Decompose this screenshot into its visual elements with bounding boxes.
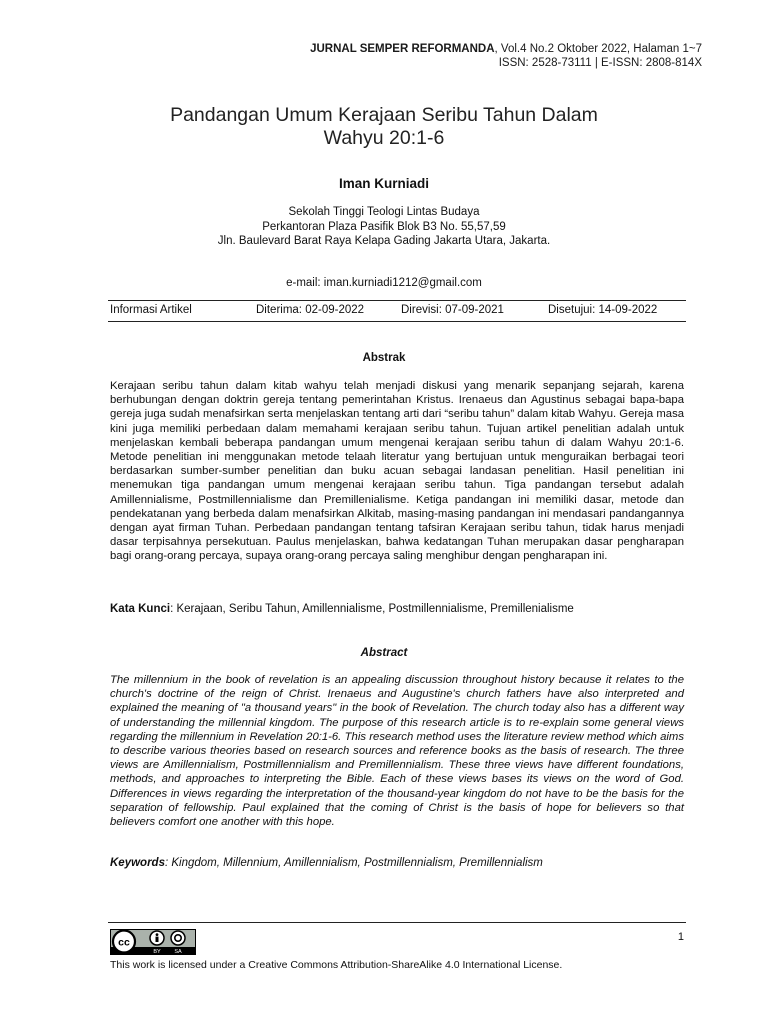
journal-header (310, 42, 702, 70)
keywords (110, 857, 684, 869)
cc-logo-icon (113, 931, 135, 953)
cc-by-sa-badge[interactable] (110, 929, 196, 955)
affiliation-address-line-2: Jln. Baulevard Barat Raya Kelapa Gading Jakarta Utara, Jakarta. (217, 235, 551, 247)
journal-name: JURNAL SEMPER REFORMANDA (310, 43, 495, 55)
journal-issue: , Vol.4 No.2 Oktober 2022, Halaman 1~7 (494, 43, 702, 55)
page-number: 1 (677, 931, 684, 943)
paper-title (0, 104, 768, 150)
abstract-heading: Abstract (360, 647, 408, 659)
journal-citation (310, 42, 702, 56)
affiliation-address-line-1: Perkantoran Plaza Pasifik Blok B3 No. 55,57,59 (262, 220, 506, 233)
abstrak-body: Kerajaan seribu tahun dalam kitab wahyu telah menjadi diskusi yang menarik sepanjang sejarah, karena berhubungan dengan doktrin gereja tentang pemerintahan Kristus. Irenaeus dan Agustinus sebagai bapa-bapa gereja juga sudah menafsirkan serta menjelaskan tentang arti dari “seribu tahun” dalam kitab Wahyu. Gereja masa kini juga memiliki perbedaan dalam memahami kerajaan seribu tahun. Tujuan artikel penelitian adalah untuk menjelaskan kembali beberapa pandangan umum mengenai kerajaan seribu tahun di dalam Wahyu 20:1-6. Metode penelitian ini menggunakan metode telaah literatur yang bertujuan untuk menguraikan berbagai teori berdasarkan sumber-sumber penelitian dan buku acuan sebagai landasan penelitian. Hasil penelitian ini menemukan tiga pandangan umum mengenai kerajaan seribu tahun. Tiga pandangan tersebut adalah Amillennialisme, Postmillennialisme dan Premillenialisme. Ketiga pandangan ini memiliki dasar, metode dan pendekatanan yang berbeda dalam menafsirkan Alkitab, masing-masing pandangan ini mendasari pandangannya dengan ayat firman Tuhan. Perbedaan pandangan tentang tafsiran Kerajaan seribu tahun, tidak harus menjadi dasar terpisahnya persekutuan. Paulus menjelaskan, bahwa kedatangan Tuhan merupakan dasar pengharapan bagi orang-orang percaya, supaya orang-orang percaya saling menghibur dengan pengharapan ini. (110, 380, 684, 563)
accepted-date: Disetujui: 14-09-2022 (548, 304, 658, 316)
author-affiliation (0, 205, 768, 249)
keywords-label: Keywords (110, 857, 165, 869)
abstrak-heading: Abstrak (362, 352, 406, 364)
sa-sharealike-icon (171, 931, 185, 945)
kata-kunci (110, 603, 684, 615)
footer-divider (108, 922, 686, 923)
article-info-bar (108, 300, 686, 322)
cc-sa-label: SA (174, 949, 182, 955)
received-date: Diterima: 02-09-2022 (256, 304, 365, 316)
svg-text:cc: cc (118, 936, 130, 949)
journal-issn: ISSN: 2528-73111 | E-ISSN: 2808-814X (498, 57, 702, 69)
abstract-body: The millennium in the book of revelation is an appealing discussion throughout history because it relates to the church's doctrine of the reign of Christ. Irenaeus and Augustine's church fathers have also interpreted and explained the meaning of "a thousand years" in the book of Revelation. The church today also has a different way of understanding the millennial kingdom. The purpose of this research article is to re-explain some general views regarding the millennium in Revelation 20:1-6. This research method uses the literature review method which aims to describe various theories based on research sources and reference books as the basis of research. The three views are Amillennialism, Postmillennialism and Premillennialism. These three views have different foundations, methods, and approaches to interpreting the Bible. Each of these views bases its views on the word of God. Differences in views regarding the interpretation of the thousand-year kingdom do not have to be the basis for the separation of fellowship. Paul explained that the coming of Christ is the basis of hope for believers so that believers comfort one another with this hope. (110, 674, 684, 829)
paper-title-line-1: Pandangan Umum Kerajaan Seribu Tahun Dalam (170, 104, 598, 126)
kata-kunci-label: Kata Kunci (110, 603, 171, 615)
by-attribution-icon (150, 931, 164, 945)
affiliation-institution: Sekolah Tinggi Teologi Lintas Budaya (288, 206, 480, 218)
paper-title-line-2: Wahyu 20:1-6 (323, 127, 445, 149)
cc-by-label: BY (153, 949, 161, 955)
article-info-label: Informasi Artikel (110, 304, 192, 316)
author-email: e-mail: iman.kurniadi1212@gmail.com (286, 277, 482, 289)
author-name: Iman Kurniadi (338, 176, 429, 191)
kata-kunci-value: : Kerajaan, Seribu Tahun, Amillennialisme, Postmillennialisme, Premillenialisme (170, 603, 574, 615)
license-notice[interactable]: This work is licensed under a Creative Commons Attribution-ShareAlike 4.0 International License. (110, 959, 563, 971)
revised-date: Direvisi: 07-09-2021 (401, 304, 504, 316)
keywords-value: : Kingdom, Millennium, Amillennialism, Postmillennialism, Premillennialism (164, 857, 543, 869)
